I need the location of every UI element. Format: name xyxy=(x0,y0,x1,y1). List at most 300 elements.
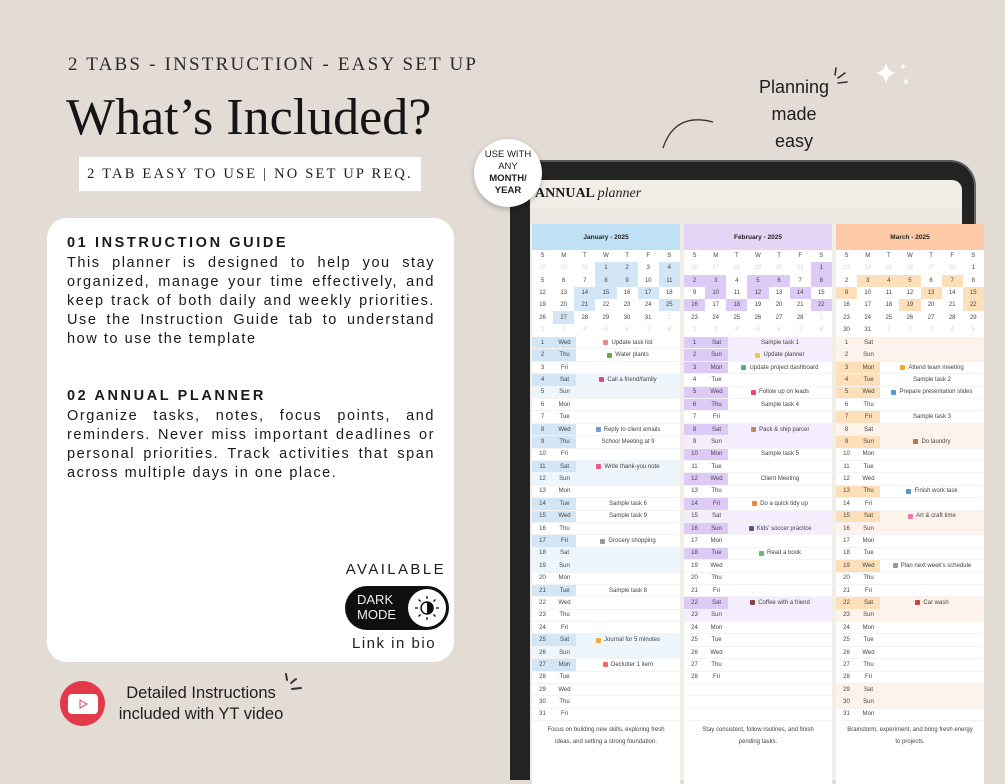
day-row[interactable] xyxy=(532,424,680,436)
day-weekday: Tue xyxy=(559,414,570,421)
calendar-day[interactable]: 22 xyxy=(602,302,610,309)
calendar-day[interactable]: 10 xyxy=(644,277,652,284)
dow-header: T xyxy=(625,253,629,260)
day-row[interactable] xyxy=(684,634,832,646)
calendar-day[interactable]: 4 xyxy=(583,326,587,333)
calendar-day[interactable]: 20 xyxy=(927,302,935,309)
calendar-day[interactable]: 16 xyxy=(623,290,631,297)
calendar-day[interactable]: 13 xyxy=(775,290,783,297)
day-row[interactable] xyxy=(532,473,680,485)
day-task[interactable] xyxy=(576,352,680,358)
calendar-day[interactable]: 31 xyxy=(864,326,872,333)
task-text: Update task list xyxy=(611,339,653,346)
day-task[interactable] xyxy=(728,365,832,371)
calendar-day[interactable]: 3 xyxy=(562,326,566,333)
day-row[interactable] xyxy=(836,424,984,436)
day-task[interactable] xyxy=(728,550,832,556)
calendar-day[interactable]: 21 xyxy=(796,302,804,309)
chart-icon xyxy=(741,365,746,370)
calendar-day[interactable]: 8 xyxy=(667,326,671,333)
day-task[interactable] xyxy=(880,600,984,606)
day-task[interactable] xyxy=(576,662,680,668)
calendar-day[interactable]: 28 xyxy=(948,314,956,321)
day-number: 21 xyxy=(691,587,698,594)
calendar-day[interactable]: 27 xyxy=(712,265,720,272)
calendar-day[interactable]: 26 xyxy=(539,314,546,321)
dow-header: T xyxy=(734,253,739,260)
day-row[interactable] xyxy=(684,436,832,448)
day-row[interactable] xyxy=(684,659,832,671)
calendar-day[interactable]: 20 xyxy=(775,302,783,309)
calendar-day[interactable]: 23 xyxy=(843,314,850,321)
calendar-day[interactable]: 12 xyxy=(906,290,914,297)
calendar-day[interactable]: 8 xyxy=(971,277,975,284)
task-text: Write thank-you note xyxy=(604,463,660,470)
day-row[interactable] xyxy=(836,696,984,708)
calendar-day[interactable]: 27 xyxy=(553,311,574,323)
calendar-day[interactable]: 3 xyxy=(646,265,650,272)
day-number: 27 xyxy=(532,659,553,670)
day-row[interactable] xyxy=(836,362,984,374)
day-row[interactable] xyxy=(836,672,984,684)
calendar-day[interactable]: 26 xyxy=(906,265,914,272)
day-row[interactable] xyxy=(684,597,832,609)
day-row[interactable] xyxy=(836,622,984,634)
day-row[interactable] xyxy=(684,498,832,510)
calendar-day[interactable]: 8 xyxy=(819,326,823,333)
calendar-day[interactable]: 12 xyxy=(747,287,768,299)
day-row[interactable] xyxy=(684,573,832,585)
dow-header: S xyxy=(819,253,824,260)
day-row[interactable] xyxy=(684,461,832,473)
calendar-day[interactable]: 17 xyxy=(712,302,720,309)
day-number: 23 xyxy=(539,612,546,619)
day-row[interactable] xyxy=(532,436,680,448)
day-row[interactable] xyxy=(532,696,680,708)
calendar-day[interactable]: 24 xyxy=(864,265,872,272)
calendar-day[interactable]: 29 xyxy=(969,314,977,321)
day-row[interactable] xyxy=(532,498,680,510)
day-task[interactable] xyxy=(728,526,832,532)
day-row[interactable] xyxy=(684,672,832,684)
day-task[interactable] xyxy=(880,377,984,383)
calendar-day[interactable]: 15 xyxy=(817,290,825,297)
calendar-day[interactable]: 14 xyxy=(790,287,811,299)
calendar-day[interactable]: 2 xyxy=(908,326,912,333)
calendar-day[interactable]: 5 xyxy=(604,326,608,333)
day-row[interactable] xyxy=(532,535,680,547)
day-task[interactable] xyxy=(728,427,832,433)
calendar-day[interactable]: 19 xyxy=(754,302,762,309)
day-row[interactable] xyxy=(532,634,680,646)
calendar-day[interactable]: 30 xyxy=(623,314,631,321)
day-row[interactable] xyxy=(836,548,984,560)
calendar-day[interactable]: 14 xyxy=(574,287,595,299)
day-weekday: Sun xyxy=(559,649,570,656)
day-row[interactable] xyxy=(836,374,984,386)
day-weekday: Thu xyxy=(857,486,880,497)
calendar-day[interactable]: 10 xyxy=(705,287,726,299)
day-row[interactable] xyxy=(532,560,680,572)
calendar-day[interactable]: 3 xyxy=(857,275,878,287)
day-row[interactable] xyxy=(532,387,680,399)
calendar-day[interactable]: 1 xyxy=(971,265,975,272)
day-row[interactable] xyxy=(684,399,832,411)
calendar-day[interactable]: 19 xyxy=(899,299,920,311)
calendar-day[interactable]: 30 xyxy=(775,265,783,272)
calendar-day[interactable]: 22 xyxy=(963,299,984,311)
day-row[interactable] xyxy=(532,411,680,423)
calendar-day[interactable]: 7 xyxy=(798,326,802,333)
calendar-day[interactable]: 3 xyxy=(714,326,718,333)
calendar-day[interactable]: 7 xyxy=(798,277,802,284)
day-row[interactable] xyxy=(836,449,984,461)
day-task[interactable] xyxy=(576,513,680,519)
calendar-day[interactable]: 25 xyxy=(659,299,680,311)
day-row[interactable] xyxy=(836,337,984,349)
day-row[interactable] xyxy=(836,461,984,473)
day-task[interactable] xyxy=(880,488,984,494)
calendar-day[interactable]: 5 xyxy=(756,326,760,333)
calendar-day[interactable]: 5 xyxy=(971,326,975,333)
calendar-day[interactable]: 18 xyxy=(885,302,893,309)
day-number: 3 xyxy=(836,362,857,373)
day-row[interactable] xyxy=(684,622,832,634)
day-row[interactable] xyxy=(532,684,680,696)
calendar-day[interactable]: 27 xyxy=(927,314,935,321)
day-task[interactable] xyxy=(728,600,832,606)
calendar-day[interactable]: 6 xyxy=(777,326,781,333)
calendar-day[interactable]: 31 xyxy=(581,265,589,272)
calendar-day[interactable]: 5 xyxy=(899,275,920,287)
day-row[interactable] xyxy=(684,610,832,622)
day-task[interactable] xyxy=(728,352,832,358)
day-task[interactable] xyxy=(728,389,832,395)
dark-mode-toggle[interactable] xyxy=(345,586,449,630)
day-row[interactable] xyxy=(836,523,984,535)
calendar-day[interactable]: 26 xyxy=(754,314,762,321)
calendar-day[interactable]: 6 xyxy=(562,277,566,284)
day-number: 18 xyxy=(539,550,546,557)
day-weekday: Sat xyxy=(863,339,873,346)
month-panel xyxy=(532,224,680,784)
youtube-play-icon xyxy=(60,681,105,726)
task-text: Update planner xyxy=(763,352,805,359)
day-row[interactable] xyxy=(532,362,680,374)
task-text: Call a friend/family xyxy=(607,376,657,383)
planning-made-easy xyxy=(746,74,842,155)
calendar-day[interactable]: 7 xyxy=(646,326,650,333)
calendar-day[interactable]: 2 xyxy=(540,326,545,333)
day-row[interactable] xyxy=(684,535,832,547)
calendar-day[interactable]: 1 xyxy=(667,314,671,321)
calendar-day[interactable]: 21 xyxy=(574,299,595,311)
seedling-icon xyxy=(607,353,612,358)
day-weekday: Tue xyxy=(559,674,570,681)
calendar-day[interactable]: 25 xyxy=(885,314,893,321)
day-row[interactable] xyxy=(684,424,832,436)
day-row[interactable] xyxy=(836,647,984,659)
day-row[interactable] xyxy=(684,387,832,399)
day-row[interactable] xyxy=(684,548,832,560)
day-task[interactable] xyxy=(880,414,984,420)
day-row[interactable] xyxy=(836,486,984,498)
day-row[interactable] xyxy=(836,511,984,523)
calendar-day[interactable]: 25 xyxy=(885,265,893,272)
calendar-day[interactable]: 27 xyxy=(775,314,783,321)
day-row[interactable] xyxy=(684,337,832,349)
calendar-day[interactable]: 12 xyxy=(539,290,546,297)
calendar-day[interactable]: 23 xyxy=(691,314,698,321)
calendar-day[interactable]: 16 xyxy=(684,299,705,311)
calendar-day[interactable]: 1 xyxy=(595,262,616,274)
calendar-day[interactable]: 1 xyxy=(819,314,823,321)
calendar-day[interactable]: 13 xyxy=(560,290,568,297)
palette-icon xyxy=(908,514,913,519)
day-row[interactable] xyxy=(836,411,984,423)
day-row[interactable] xyxy=(684,349,832,361)
calendar-day[interactable]: 22 xyxy=(811,299,832,311)
day-weekday: Mon xyxy=(857,362,880,373)
day-row[interactable] xyxy=(532,486,680,498)
day-row[interactable] xyxy=(532,349,680,361)
day-number: 24 xyxy=(539,624,546,631)
day-row[interactable] xyxy=(684,411,832,423)
calendar-day[interactable]: 4 xyxy=(735,277,739,284)
day-task[interactable] xyxy=(880,513,984,519)
calendar-day[interactable]: 20 xyxy=(560,302,568,309)
calendar-day[interactable]: 7 xyxy=(583,277,587,284)
day-number: 22 xyxy=(836,597,857,608)
badge-line4: YEAR xyxy=(494,185,522,196)
day-number: 28 xyxy=(691,674,698,681)
calendar-day[interactable]: 29 xyxy=(602,314,610,321)
calendar-day[interactable]: 2 xyxy=(692,326,697,333)
calendar-day[interactable]: 3 xyxy=(929,326,933,333)
day-number: 17 xyxy=(843,538,850,545)
calendar-day[interactable]: 16 xyxy=(843,302,850,309)
day-row[interactable] xyxy=(532,672,680,684)
calendar-day[interactable]: 2 xyxy=(617,262,638,274)
subtitle: 2 TABS - INSTRUCTION - EASY SET UP xyxy=(68,54,479,75)
day-task[interactable] xyxy=(576,501,680,507)
calendar-day[interactable]: 6 xyxy=(625,326,629,333)
day-row[interactable] xyxy=(532,449,680,461)
calendar-day[interactable]: 6 xyxy=(769,275,790,287)
day-row[interactable] xyxy=(532,659,680,671)
day-row[interactable] xyxy=(836,473,984,485)
day-row[interactable] xyxy=(532,548,680,560)
day-number: 14 xyxy=(684,498,705,509)
day-row[interactable] xyxy=(836,634,984,646)
day-row[interactable] xyxy=(532,709,680,721)
calendar-day[interactable]: 28 xyxy=(733,265,741,272)
calendar-day[interactable]: 30 xyxy=(560,265,568,272)
day-number: 15 xyxy=(836,511,857,522)
day-weekday: Wed xyxy=(862,649,875,656)
calendar-day[interactable]: 5 xyxy=(540,277,545,284)
day-row[interactable] xyxy=(836,709,984,721)
month-focus-note: Focus on building new skills, exploring fresh ideas, and setting a strong foundation. xyxy=(547,727,665,746)
day-task[interactable] xyxy=(576,464,680,470)
calendar-day[interactable]: 24 xyxy=(712,314,720,321)
calendar-day[interactable]: 2 xyxy=(844,277,849,284)
day-row[interactable] xyxy=(836,349,984,361)
calendar-day[interactable]: 8 xyxy=(595,275,616,287)
day-task[interactable] xyxy=(576,439,680,445)
day-row[interactable] xyxy=(532,622,680,634)
calendar-day[interactable]: 14 xyxy=(948,290,956,297)
day-task[interactable] xyxy=(880,389,984,395)
day-row[interactable] xyxy=(532,374,680,386)
calendar-day[interactable]: 28 xyxy=(796,314,804,321)
calendar-day[interactable]: 21 xyxy=(948,302,956,309)
calendar-day[interactable]: 10 xyxy=(864,290,872,297)
calendar-day[interactable]: 7 xyxy=(942,275,963,287)
day-row[interactable] xyxy=(836,610,984,622)
day-row[interactable] xyxy=(684,374,832,386)
day-task[interactable] xyxy=(880,439,984,445)
day-row[interactable] xyxy=(684,362,832,374)
day-task[interactable] xyxy=(728,501,832,507)
calendar-day[interactable]: 4 xyxy=(659,262,680,274)
day-weekday: Thu xyxy=(559,525,570,532)
calendar-day[interactable]: 28 xyxy=(581,314,589,321)
task-text: Read a book xyxy=(766,550,802,557)
calendar-day[interactable]: 27 xyxy=(927,265,935,272)
day-row[interactable] xyxy=(684,523,832,535)
day-task[interactable] xyxy=(576,377,680,383)
calendar-day[interactable]: 17 xyxy=(864,302,872,309)
day-row[interactable] xyxy=(532,573,680,585)
day-row[interactable] xyxy=(684,511,832,523)
calendar-day[interactable]: 4 xyxy=(878,275,899,287)
day-row[interactable] xyxy=(836,659,984,671)
day-task[interactable] xyxy=(576,588,680,594)
calendar-day[interactable]: 11 xyxy=(733,290,740,297)
calendar-day[interactable]: 3 xyxy=(705,275,726,287)
day-task[interactable] xyxy=(576,340,680,346)
calendar-day[interactable]: 15 xyxy=(595,287,616,299)
day-row[interactable] xyxy=(532,597,680,609)
day-task[interactable] xyxy=(728,451,832,457)
calendar-day[interactable]: 23 xyxy=(623,302,631,309)
calendar-day[interactable]: 31 xyxy=(796,265,804,272)
calendar-day[interactable]: 1 xyxy=(811,262,832,274)
day-row[interactable] xyxy=(684,560,832,572)
phone-icon xyxy=(599,377,604,382)
calendar-day[interactable]: 9 xyxy=(836,287,857,299)
day-row[interactable] xyxy=(684,449,832,461)
calendar-day[interactable]: 9 xyxy=(617,275,638,287)
day-task[interactable] xyxy=(576,538,680,544)
calendar-day[interactable]: 18 xyxy=(726,299,747,311)
day-task[interactable] xyxy=(576,637,680,643)
calendar-day[interactable]: 9 xyxy=(692,290,697,297)
day-row[interactable] xyxy=(836,585,984,597)
calendar-day[interactable]: 26 xyxy=(691,265,698,272)
day-task[interactable] xyxy=(728,402,832,408)
calendar-day[interactable]: 25 xyxy=(733,314,741,321)
day-row[interactable] xyxy=(532,610,680,622)
day-row[interactable] xyxy=(836,387,984,399)
calendar-day[interactable]: 2 xyxy=(684,275,705,287)
calendar-day[interactable]: 24 xyxy=(864,314,872,321)
day-row[interactable] xyxy=(684,585,832,597)
day-number: 23 xyxy=(691,612,698,619)
dow-header: S xyxy=(667,253,672,260)
calendar-day[interactable]: 28 xyxy=(948,265,956,272)
calendar-day[interactable]: 17 xyxy=(638,287,659,299)
calendar-day[interactable]: 11 xyxy=(659,275,680,287)
dow-header: T xyxy=(929,253,933,260)
calendar-day[interactable]: 24 xyxy=(644,302,652,309)
day-row[interactable] xyxy=(532,585,680,597)
calendar-day[interactable]: 5 xyxy=(747,275,768,287)
day-task[interactable] xyxy=(728,476,832,482)
coffee-icon xyxy=(750,600,755,605)
calendar-day[interactable]: 30 xyxy=(843,326,850,333)
calendar-day[interactable]: 6 xyxy=(929,277,933,284)
day-row[interactable] xyxy=(836,498,984,510)
day-row[interactable] xyxy=(836,436,984,448)
day-row[interactable] xyxy=(836,399,984,411)
day-row[interactable] xyxy=(532,337,680,349)
dow-header: T xyxy=(582,253,587,260)
calendar-day[interactable]: 31 xyxy=(644,314,652,321)
day-row[interactable] xyxy=(836,597,984,609)
calendar-day[interactable]: 1 xyxy=(887,326,891,333)
day-weekday: Fri xyxy=(865,500,872,507)
broom-icon xyxy=(752,501,757,506)
day-row[interactable] xyxy=(532,523,680,535)
calendar-day[interactable]: 13 xyxy=(921,287,942,299)
day-number: 26 xyxy=(843,649,850,656)
calendar-day[interactable]: 15 xyxy=(963,287,984,299)
day-row[interactable] xyxy=(684,486,832,498)
day-row[interactable] xyxy=(684,473,832,485)
calendar-day[interactable]: 29 xyxy=(754,265,762,272)
day-row[interactable] xyxy=(836,684,984,696)
day-number: 17 xyxy=(691,538,698,545)
day-number: 9 xyxy=(532,436,553,447)
day-row[interactable] xyxy=(836,535,984,547)
day-weekday: Sat xyxy=(559,550,569,557)
day-row[interactable] xyxy=(532,647,680,659)
day-task[interactable] xyxy=(576,427,680,433)
day-task[interactable] xyxy=(728,340,832,346)
day-row[interactable] xyxy=(684,647,832,659)
calendar-day[interactable]: 4 xyxy=(950,326,954,333)
calendar-day[interactable]: 11 xyxy=(885,290,892,297)
day-task[interactable] xyxy=(880,563,984,569)
day-row[interactable] xyxy=(532,461,680,473)
day-row[interactable] xyxy=(532,511,680,523)
calendar-day[interactable]: 26 xyxy=(906,314,914,321)
calendar-day[interactable]: 18 xyxy=(665,290,673,297)
calendar-day[interactable]: 8 xyxy=(811,275,832,287)
calendar-day[interactable]: 19 xyxy=(539,302,546,309)
day-row[interactable] xyxy=(532,399,680,411)
day-task[interactable] xyxy=(880,365,984,371)
calendar-day[interactable]: 29 xyxy=(539,265,546,272)
calendar-day[interactable]: 4 xyxy=(735,326,739,333)
calendar-icon xyxy=(893,563,898,568)
day-number: 20 xyxy=(539,575,546,582)
calendar-day[interactable]: 23 xyxy=(843,265,850,272)
day-row[interactable] xyxy=(836,560,984,572)
day-row[interactable] xyxy=(836,573,984,585)
